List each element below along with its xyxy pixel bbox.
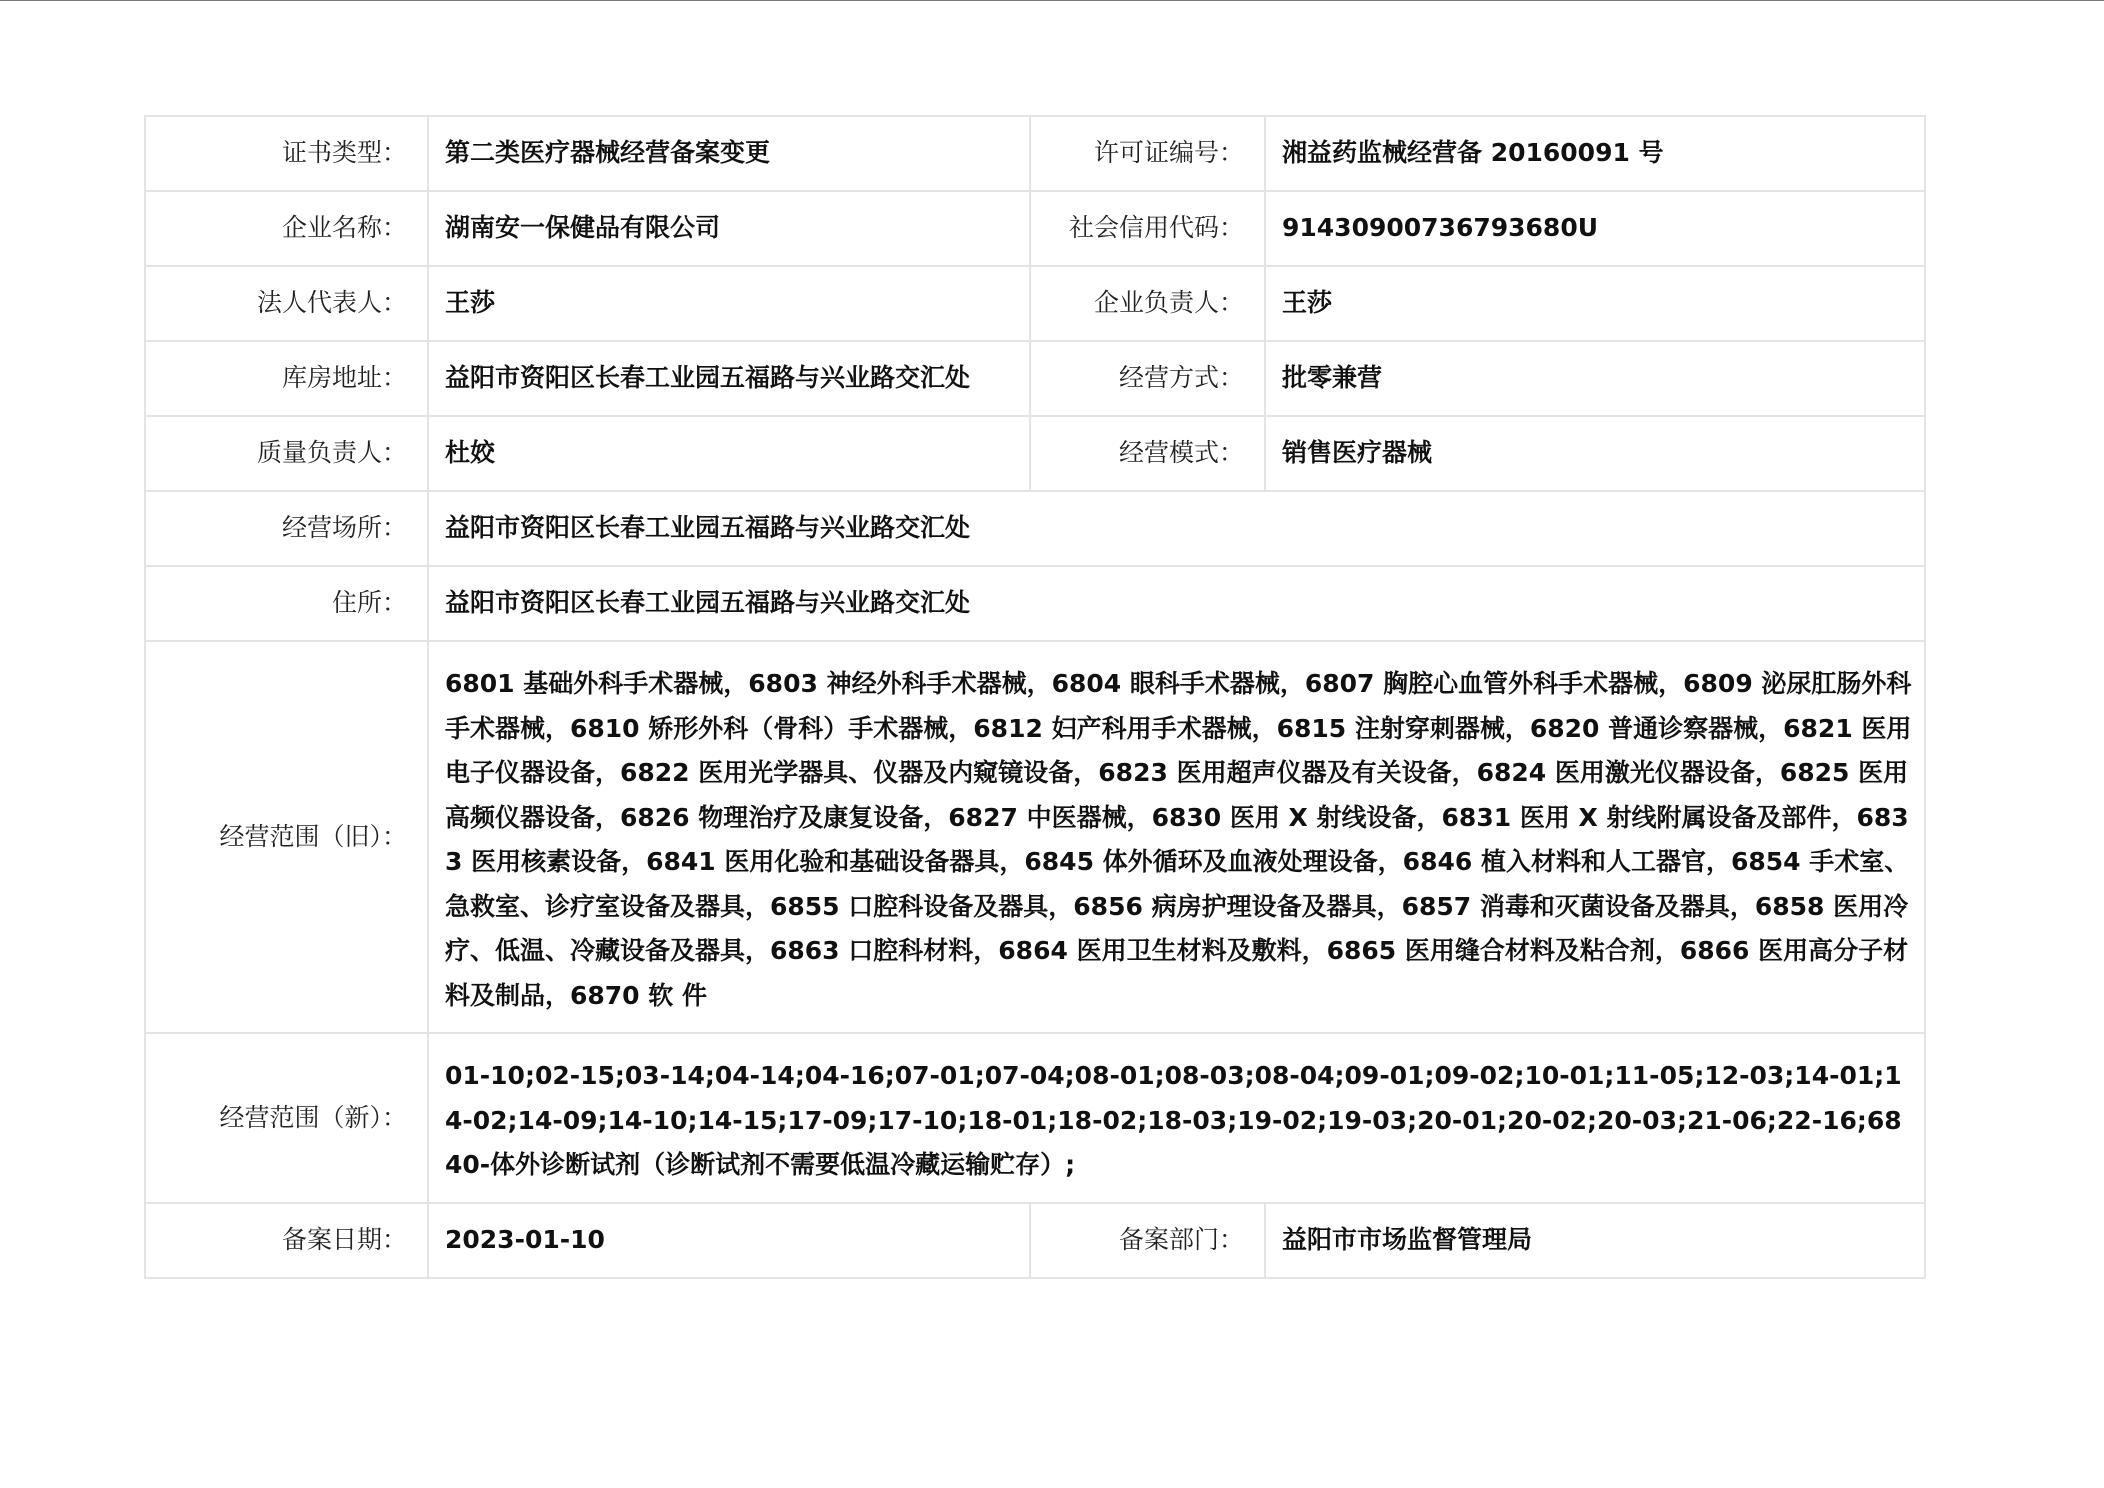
- row-premises: [145, 491, 1925, 566]
- business-method-label: 经营方式：: [1030, 341, 1265, 416]
- filing-date-value: 2023-01-10: [428, 1203, 1030, 1278]
- certificate-table: [144, 115, 1926, 1279]
- license-no-value: 湘益药监械经营备 20160091 号: [1265, 116, 1925, 191]
- premises-value: 益阳市资阳区长春工业园五福路与兴业路交汇处: [428, 491, 1925, 566]
- principal-value: 王莎: [1265, 266, 1925, 341]
- quality-value: 杜姣: [428, 416, 1030, 491]
- principal-label: 企业负责人：: [1030, 266, 1265, 341]
- row-warehouse: [145, 341, 1925, 416]
- residence-label: 住所：: [145, 566, 428, 641]
- filing-date-label: 备案日期：: [145, 1203, 428, 1278]
- credit-code-label: 社会信用代码：: [1030, 191, 1265, 266]
- business-mode-label: 经营模式：: [1030, 416, 1265, 491]
- company-name-label: 企业名称：: [145, 191, 428, 266]
- legal-rep-value: 王莎: [428, 266, 1030, 341]
- warehouse-label: 库房地址：: [145, 341, 428, 416]
- row-filing: [145, 1203, 1925, 1278]
- row-scope-new: [145, 1033, 1925, 1203]
- credit-code-value: 91430900736793680U: [1265, 191, 1925, 266]
- legal-rep-label: 法人代表人：: [145, 266, 428, 341]
- scope-old-label: 经营范围（旧）：: [145, 641, 428, 1033]
- company-name-value: 湖南安一保健品有限公司: [428, 191, 1030, 266]
- cert-type-value: 第二类医疗器械经营备案变更: [428, 116, 1030, 191]
- filing-dept-label: 备案部门：: [1030, 1203, 1265, 1278]
- scope-new-label: 经营范围（新）：: [145, 1033, 428, 1203]
- residence-value: 益阳市资阳区长春工业园五福路与兴业路交汇处: [428, 566, 1925, 641]
- business-mode-value: 销售医疗器械: [1265, 416, 1925, 491]
- row-residence: [145, 566, 1925, 641]
- row-quality: [145, 416, 1925, 491]
- quality-label: 质量负责人：: [145, 416, 428, 491]
- cert-type-label: 证书类型：: [145, 116, 428, 191]
- license-no-label: 许可证编号：: [1030, 116, 1265, 191]
- filing-dept-value: 益阳市市场监督管理局: [1265, 1203, 1925, 1278]
- scope-old-value: 6801 基础外科手术器械，6803 神经外科手术器械，6804 眼科手术器械，6807 胸腔心血管外科手术器械，6809 泌尿肛肠外科手术器械，6810 矫形外科（骨科）手术器械，6812 妇产科用手术器械，6815 注射穿刺器械，6820 普通诊察器械，6821 医用电子仪器设备，6822 医用光学器具、仪器及内窥镜设备，6823 医用超声仪器及有关设备，6824 医用激光仪器设备，6825 医用高频仪器设备，6826 物理治疗及康复设备，6827 中医器械，6830 医用 X 射线设备，6831 医用 X 射线附属设备及部件，6833 医用核素设备，6841 医用化验和基础设备器具，6845 体外循环及血液处理设备，6846 植入材料和人工器官，6854 手术室、急救室、诊疗室设备及器具，6855 口腔科设备及器具，6856 病房护理设备及器具，6857 消毒和灭菌设备及器具，6858 医用冷疗、低温、冷藏设备及器具，6863 口腔科材料，6864 医用卫生材料及敷料，6865 医用缝合材料及粘合剂，6866 医用高分子材料及制品，6870 软 件: [428, 641, 1925, 1033]
- warehouse-value: 益阳市资阳区长春工业园五福路与兴业路交汇处: [428, 341, 1030, 416]
- page-top-border: [0, 0, 2104, 1]
- row-cert-type: [145, 116, 1925, 191]
- row-company: [145, 191, 1925, 266]
- scope-new-value: 01-10;02-15;03-14;04-14;04-16;07-01;07-04;08-01;08-03;08-04;09-01;09-02;10-01;11-05;12-03;14-01;14-02;14-09;14-10;14-15;17-09;17-10;18-01;18-02;18-03;19-02;19-03;20-01;20-02;20-03;21-06;22-16;6840-体外诊断试剂（诊断试剂不需要低温冷藏运输贮存）;: [428, 1033, 1925, 1203]
- business-method-value: 批零兼营: [1265, 341, 1925, 416]
- premises-label: 经营场所：: [145, 491, 428, 566]
- row-legal-rep: [145, 266, 1925, 341]
- row-scope-old: [145, 641, 1925, 1033]
